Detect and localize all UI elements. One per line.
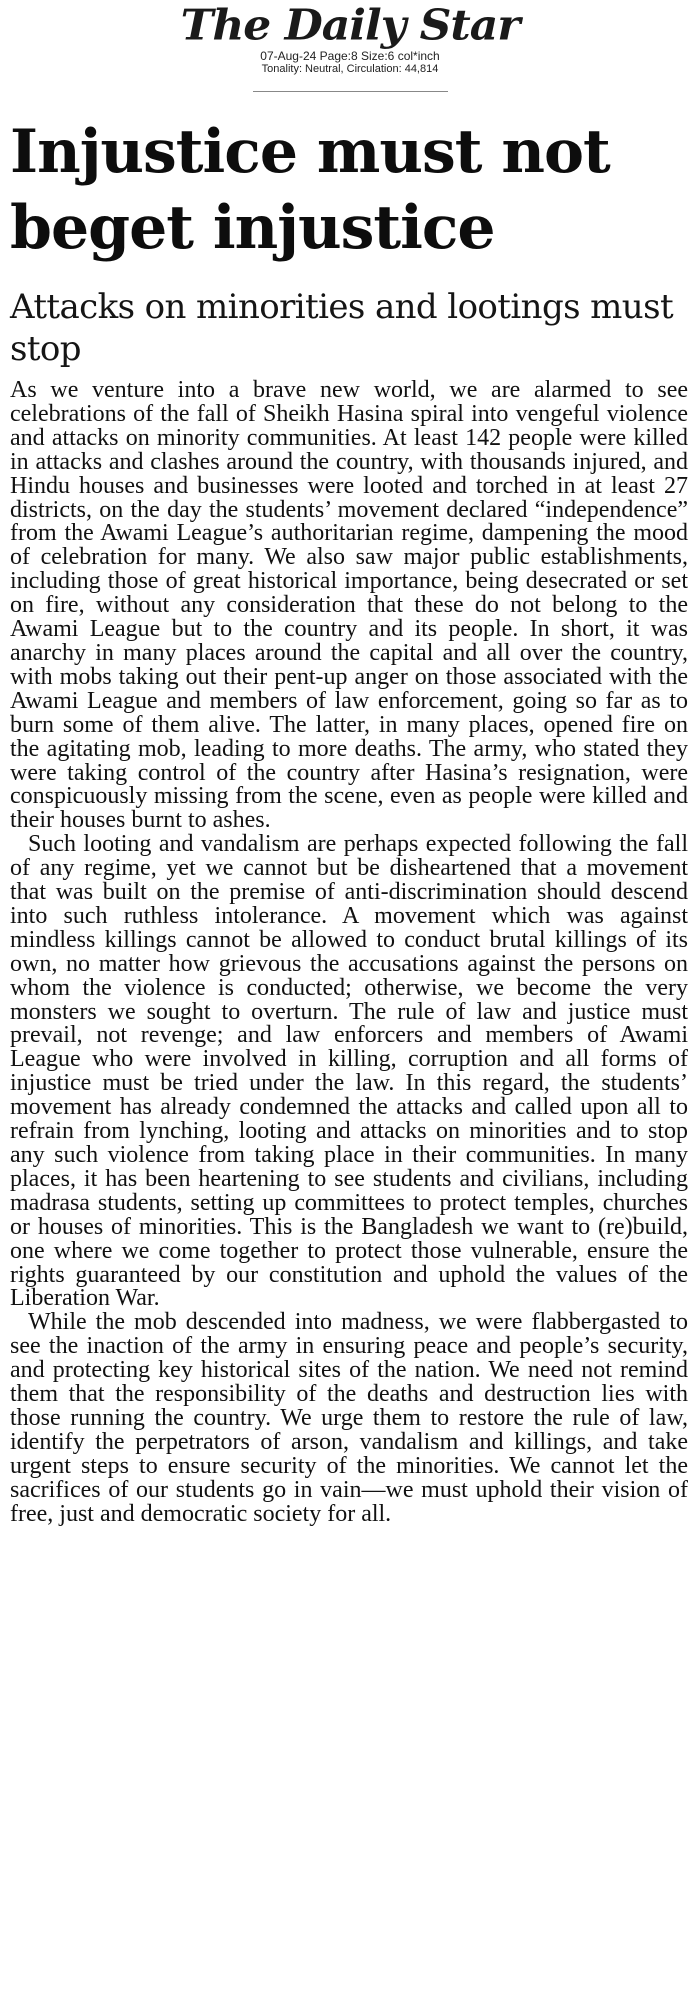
article-paragraph-3: While the mob descended into madness, we were flabbergasted to see the inaction of the army in ensuring peace and people’s security, and protecting key historical sites of the nation. We need not remind them that the responsibility of the deaths and destruction lies with those running the country. We urge them to restore the rule of law, identify the perpetrators of arson, vandalism and killings, and take urgent steps to ensure security of the minorities. We cannot let the sacrifices of our students go in vain—we must uphold their vision of free, just and democratic society for all.: [10, 1309, 688, 1527]
masthead: [0, 2, 700, 76]
article-headline: Injustice must not beget injustice: [10, 117, 610, 263]
article-paragraph-2: Such looting and vandalism are perhaps expected following the fall of any regime, yet we cannot but be disheartened that a movement that was built on the premise of anti-discrimination should descend into such ruthless intolerance. A movement which was against mindless killings cannot be allowed to conduct brutal killings of its own, no matter how grievous the accusations against the persons on whom the violence is conducted; otherwise, we become the very monsters we sought to overturn. The rule of law and justice must prevail, not revenge; and law enforcers and members of Awami League who were involved in killing, corruption and all forms of injustice must be tried under the law. In this regard, the students’ movement has already condemned the attacks and called upon all to refrain from lynching, looting and attacks on minorities and to stop any such violence from taking place in their communities. In many places, it has been heartening to see students and civilians, including madrasa students, setting up committees to protect temples, churches or houses of minorities. This is the Bangladesh we want to (re)build, one where we come together to protect those vulnerable, ensure the rights guaranteed by our constitution and uphold the values of the Liberation War.: [10, 831, 688, 1312]
masthead-divider: [253, 91, 448, 92]
newspaper-logo: The Daily Star: [180, 1, 520, 50]
article-paragraph-1: As we venture into a brave new world, we are alarmed to see celebrations of the fall of Sheikh Hasina spiral into vengeful violence and attacks on minority communities. At least 142 people were killed in attacks and clashes around the country, with thousands injured, and Hindu houses and businesses were looted and torched in at least 27 districts, on the day the students’ movement declared “independence” from the Awami League’s authoritarian regime, dampening the mood of celebration for many. We also saw major public establishments, including those of great historical importance, being desecrated or set on fire, without any consideration that these do not belong to the Awami League but to the country and its people. In short, it was anarchy in many places around the capital and all over the country, with mobs taking out their pent-up anger on those associated with the Awami League and members of law enforcement, going so far as to burn some of them alive. The latter, in many places, opened fire on the agitating mob, leading to more deaths. The army, who stated they were taking control of the country after Hasina’s resignation, were conspicuously missing from the scene, even as people were killed and their houses burnt to ashes.: [10, 377, 688, 834]
clip-info-line-2: Tonality: Neutral, Circulation: 44,814: [261, 63, 439, 75]
article-body: [10, 379, 688, 1527]
clip-info-line-1: 07-Aug-24 Page:8 Size:6 col*inch: [260, 49, 440, 63]
article-subheadline: Attacks on minorities and lootings must stop: [10, 287, 674, 369]
